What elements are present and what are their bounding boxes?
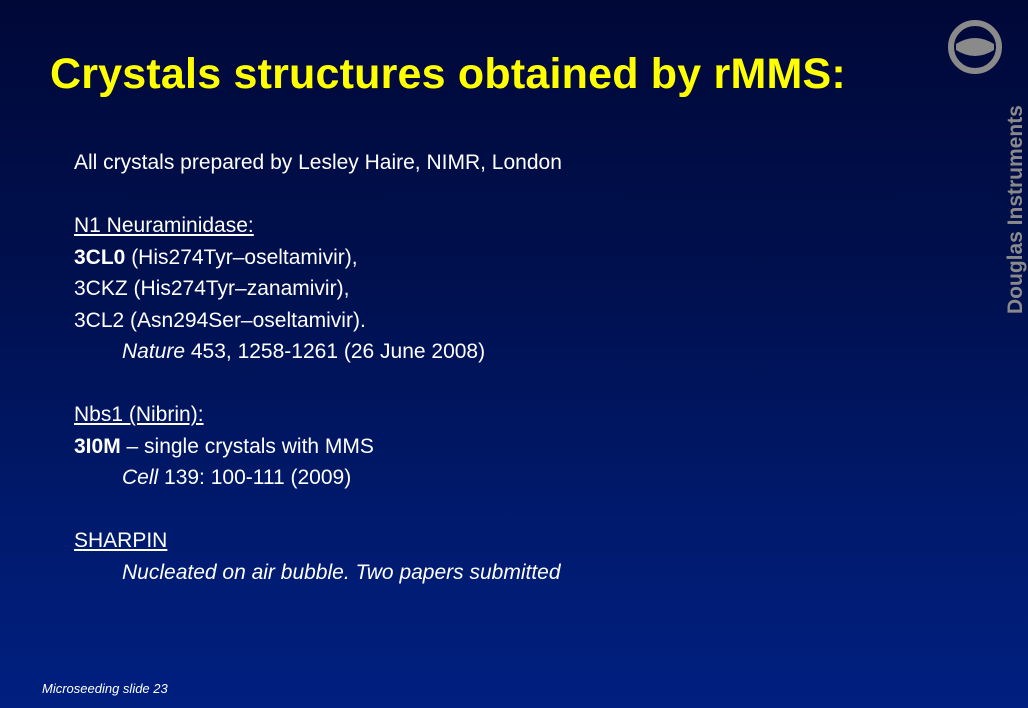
nbs1-heading: Nbs1 (Nibrin):: [74, 403, 204, 426]
n1-reference: [74, 336, 562, 368]
logo-circle-icon: [946, 18, 1004, 76]
spacer: [74, 494, 562, 526]
entry-text: – single crystals with MMS: [120, 434, 374, 458]
n1-entry-3: 3CL2 (Asn294Ser–oseltamivir).: [74, 308, 366, 332]
pdb-code: 3I0M: [74, 434, 121, 458]
sharpin-heading: SHARPIN: [74, 529, 168, 552]
reference-text: 139: 100-111 (2009): [158, 466, 352, 489]
n1-entry-1: [74, 242, 562, 274]
spacer: [74, 368, 562, 400]
journal-name: Nature: [122, 340, 186, 363]
slide-footer: Microseeding slide 23: [42, 681, 168, 696]
douglas-instruments-logo-icon: [946, 18, 1004, 76]
spacer: [74, 179, 562, 211]
entry-text: (His274Tyr–oseltamivir),: [125, 245, 358, 269]
n1-heading: N1 Neuraminidase:: [74, 214, 254, 237]
sharpin-note: Nucleated on air bubble. Two papers submitted: [122, 560, 561, 584]
nbs1-reference: [74, 462, 562, 494]
journal-name: Cell: [122, 466, 159, 489]
nbs1-entry: [74, 431, 562, 463]
intro-line: All crystals prepared by Lesley Haire, NIMR, London: [74, 151, 562, 174]
reference-text: 453, 1258-1261 (26 June 2008): [185, 340, 486, 363]
slide-title: Crystals structures obtained by rMMS:: [50, 50, 846, 98]
pdb-code: 3CL0: [74, 245, 126, 269]
n1-entry-2: 3CKZ (His274Tyr–zanamivir),: [74, 277, 350, 300]
slide-body: [74, 147, 562, 588]
brand-vertical-label: Douglas Instruments: [1004, 105, 1027, 314]
